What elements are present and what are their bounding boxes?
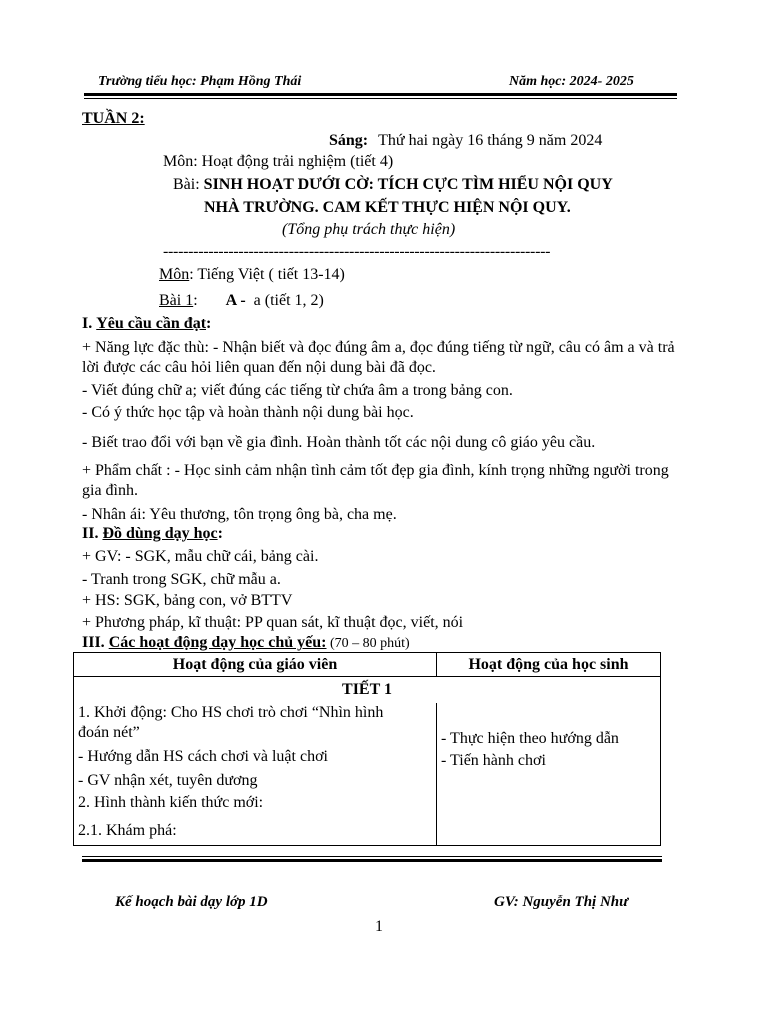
lesson-1-prefix: Bài: xyxy=(173,176,200,193)
lesson-2-colon: : xyxy=(193,292,198,309)
s2-item-1: + GV: - SGK, mẫu chữ cái, bảng cài. xyxy=(82,548,319,565)
teacher-item-1: 1. Khởi động: Cho HS chơi trò chơi “Nhìn hình đoán nét” xyxy=(78,704,384,741)
s2-item-2: - Tranh trong SGK, chữ mẫu a. xyxy=(82,571,281,588)
s1-item-2: - Viết đúng chữ a; viết đúng các tiếng từ chứa âm a trong bảng con. xyxy=(82,382,513,399)
lesson-1-line xyxy=(173,176,613,194)
lesson-1-title-1: SINH HOẠT DƯỚI CỜ: TÍCH CỰC TÌM HIỂU NỘI QUY xyxy=(203,176,613,193)
s1-item-6: - Nhân ái: Yêu thương, tôn trọng ông bà, cha mẹ. xyxy=(82,506,397,523)
lesson-1-title-2: NHÀ TRƯỜNG. CAM KẾT THỰC HIỆN NỘI QUY. xyxy=(204,199,571,216)
header-rule-thick xyxy=(84,93,677,96)
subject-1: Môn: Hoạt động trải nghiệm (tiết 4) xyxy=(163,153,394,170)
section-3-title: Các hoạt động dạy học chủ yếu: xyxy=(108,634,327,651)
teacher-item-4: 2. Hình thành kiến thức mới: xyxy=(78,794,264,811)
date-prefix: Sáng: xyxy=(329,132,369,149)
date-line xyxy=(329,132,602,150)
footer-teacher: GV: Nguyễn Thị Như xyxy=(494,894,629,910)
student-activities-cell xyxy=(437,703,661,846)
section-2-colon: : xyxy=(217,525,223,542)
teacher-item-2: - Hướng dẫn HS cách chơi và luật chơi xyxy=(78,748,328,765)
s1-item-5: + Phẩm chất : - Học sinh cảm nhận tình cảm tốt đẹp gia đình, kính trọng những người trong gia đình. xyxy=(82,462,669,499)
activities-table xyxy=(73,652,661,846)
s1-item-1: + Năng lực đặc thù: - Nhận biết và đọc đúng âm a, đọc đúng tiếng từ ngữ, câu có âm a và trả lời được các câu hỏi liên quan đến nội dung bài đã đọc. xyxy=(82,339,675,376)
footer-rule-thin xyxy=(82,856,662,857)
page-number: 1 xyxy=(375,918,383,935)
lesson-2 xyxy=(159,292,324,310)
lesson-2-letters: A - xyxy=(225,292,246,309)
student-item-2: - Tiến hành chơi xyxy=(441,752,546,769)
header-rule-thin xyxy=(84,98,677,99)
section-1-title: Yêu cầu cần đạt xyxy=(96,315,207,332)
date-text: Thứ hai ngày 16 tháng 9 năm 2024 xyxy=(378,132,603,149)
section-2-num: II. xyxy=(82,525,99,542)
col-student-header: Hoạt động của học sinh xyxy=(437,653,661,677)
col-teacher-header: Hoạt động của giáo viên xyxy=(74,653,437,677)
teacher-item-5: 2.1. Khám phá: xyxy=(78,822,177,839)
section-3-heading xyxy=(82,634,410,652)
table-header-row xyxy=(74,653,661,677)
section-1-heading xyxy=(82,315,211,333)
s1-item-3: - Có ý thức học tập và hoàn thành nội dung bài học. xyxy=(82,404,414,421)
subject-2 xyxy=(159,266,345,284)
teacher-item-3: - GV nhận xét, tuyên dương xyxy=(78,772,258,789)
tiet-label: TIẾT 1 xyxy=(74,677,661,704)
school-year: Năm học: 2024- 2025 xyxy=(509,74,634,89)
s1-item-4: - Biết trao đổi với bạn về gia đình. Hoàn thành tốt các nội dung cô giáo yêu cầu. xyxy=(82,434,596,451)
footer-rule-thick xyxy=(82,859,662,862)
section-3-num: III. xyxy=(82,634,105,651)
section-1-num: I. xyxy=(82,315,93,332)
lesson-1-note: (Tổng phụ trách thực hiện) xyxy=(282,221,456,238)
lesson-2-rest: a (tiết 1, 2) xyxy=(253,292,324,309)
section-3-time: (70 – 80 phút) xyxy=(326,636,410,651)
s2-item-4: + Phương pháp, kĩ thuật: PP quan sát, kĩ thuật đọc, viết, nói xyxy=(82,614,464,631)
section-2-title: Đồ dùng dạy học xyxy=(102,525,218,542)
week-label: TUẦN 2: xyxy=(82,110,145,127)
section-2-heading xyxy=(82,525,223,543)
table-row xyxy=(74,703,661,846)
section-1-colon: : xyxy=(206,315,212,332)
lesson-2-label: Bài 1 xyxy=(159,292,194,309)
s2-item-3: + HS: SGK, bảng con, vở BTTV xyxy=(82,592,293,609)
footer-plan: Kế hoạch bài dạy lớp 1D xyxy=(115,894,268,910)
teacher-activities-cell xyxy=(74,703,437,846)
subject-2-label: Môn xyxy=(159,266,190,283)
school-name: Trường tiểu học: Phạm Hồng Thái xyxy=(98,74,302,89)
table-tiet-row xyxy=(74,677,661,704)
student-item-1: - Thực hiện theo hướng dẫn xyxy=(441,730,619,747)
separator-dashes: ----------------------------------------------------------------------------- xyxy=(163,243,551,260)
subject-2-text: : Tiếng Việt ( tiết 13-14) xyxy=(189,266,345,283)
